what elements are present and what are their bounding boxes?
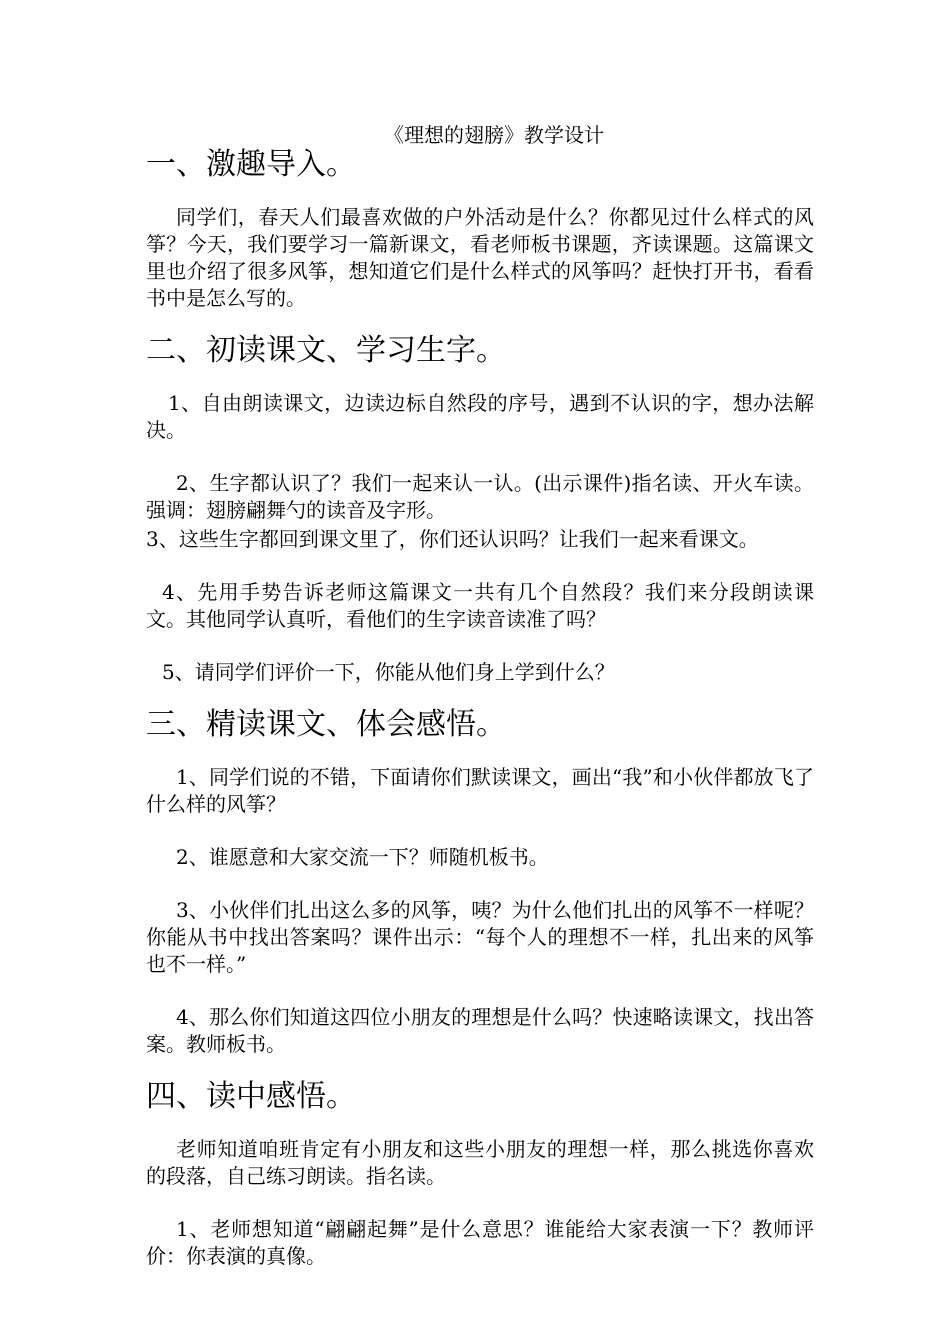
paragraph: 3、小伙伴们扎出这么多的风筝，咦？为什么他们扎出的风筝不一样呢？你能从书中找出答案吗？课件出示：“每个人的理想不一样，扎出来的风筝也不一样。” (146, 898, 814, 976)
paragraph: 5、请同学们评价一下，你能从他们身上学到什么？ (162, 660, 615, 684)
paragraph: 1、同学们说的不错，下面请你们默读课文，画出“我”和小伙伴都放飞了什么样的风筝？ (146, 765, 814, 816)
paragraph: 1、自由朗读课文，边读边标自然段的序号，遇到不认识的字，想办法解决。 (146, 391, 814, 442)
document-body (146, 118, 814, 1270)
section-heading-2: 二、初读课文、学习生字。 (146, 333, 506, 368)
paragraph: 同学们，春天人们最喜欢做的户外活动是什么？你都见过什么样式的风筝？今天，我们要学习一篇新课文，看老师板书课题，齐读课题。这篇课文里也介绍了很多风筝，想知道它们是什么样式的风筝吗？赶快打开书，看看书中是怎么写的。 (146, 205, 814, 310)
paragraph: 3、这些生字都回到课文里了，你们还认识吗？让我们一起来看课文。 (146, 527, 759, 551)
paragraph: 4、那么你们知道这四位小朋友的理想是什么吗？快速略读课文，找出答案。教师板书。 (146, 1005, 814, 1056)
paragraph: 老师知道咱班肯定有小朋友和这些小朋友的理想一样，那么挑选你喜欢的段落，自己练习朗读。指名读。 (146, 1137, 814, 1188)
section-heading-3: 三、精读课文、体会感悟。 (146, 707, 506, 742)
section-heading-1: 一、激趣导入。 (146, 147, 356, 182)
paragraph: 2、谁愿意和大家交流一下？师随机板书。 (176, 845, 549, 869)
paragraph: 1、老师想知道“翩翩起舞”是什么意思？谁能给大家表演一下？教师评价：你表演的真像。 (146, 1217, 814, 1268)
document-title: 《理想的翅膀》教学设计 (384, 123, 604, 147)
paragraph: 2、生字都认识了？我们一起来认一认。(出示课件)指名读、开火车读。强调：翅膀翩舞勺的读音及字形。 (146, 471, 814, 522)
section-heading-4: 四、读中感悟。 (146, 1079, 356, 1114)
paragraph: 4、先用手势告诉老师这篇课文一共有几个自然段？我们来分段朗读课文。其他同学认真听，看他们的生字读音读准了吗？ (146, 580, 814, 631)
